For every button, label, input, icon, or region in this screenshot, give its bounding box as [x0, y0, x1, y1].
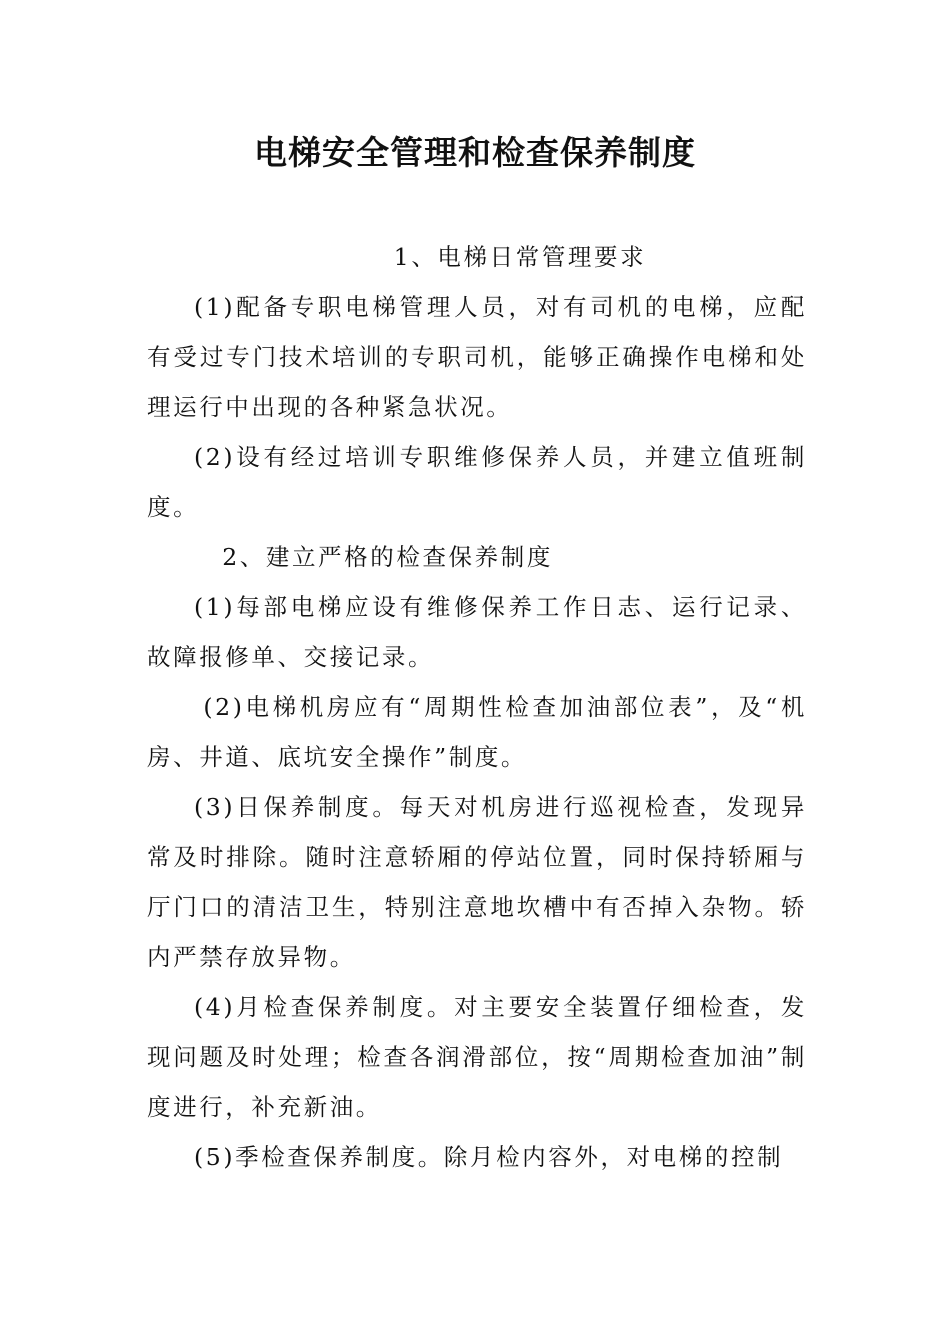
section-heading-1: 1、电梯日常管理要求	[393, 243, 647, 271]
paragraph: (4)月检查保养制度。对主要安全装置仔细检查，发现问题及时处理；检查各润滑部位，按“周期检查加油”制度进行，补充新油。	[147, 993, 807, 1121]
paragraph: (1)配备专职电梯管理人员，对有司机的电梯，应配有受过专门技术培训的专职司机，能够正确操作电梯和处理运行中出现的各种紧急状况。	[147, 293, 807, 421]
paragraph: (3)日保养制度。每天对机房进行巡视检查，发现异常及时排除。随时注意轿厢的停站位置，同时保持轿厢与厅门口的清洁卫生，特别注意地坎槽中有否掉入杂物。轿内严禁存放异物。	[147, 793, 807, 971]
paragraph: (1)每部电梯应设有维修保养工作日志、运行记录、故障报修单、交接记录。	[147, 593, 807, 671]
document-body	[147, 232, 807, 1182]
paragraph: (2)电梯机房应有“周期性检查加油部位表”，及“机房、井道、底坑安全操作”制度。	[147, 693, 807, 771]
document-title: 电梯安全管理和检查保养制度	[254, 133, 696, 172]
paragraph: (5)季检查保养制度。除月检内容外，对电梯的控制	[194, 1143, 784, 1171]
paragraph: (2)设有经过培训专职维修保养人员，并建立值班制度。	[147, 443, 807, 521]
section-heading-2: 2、建立严格的检查保养制度	[222, 543, 553, 571]
